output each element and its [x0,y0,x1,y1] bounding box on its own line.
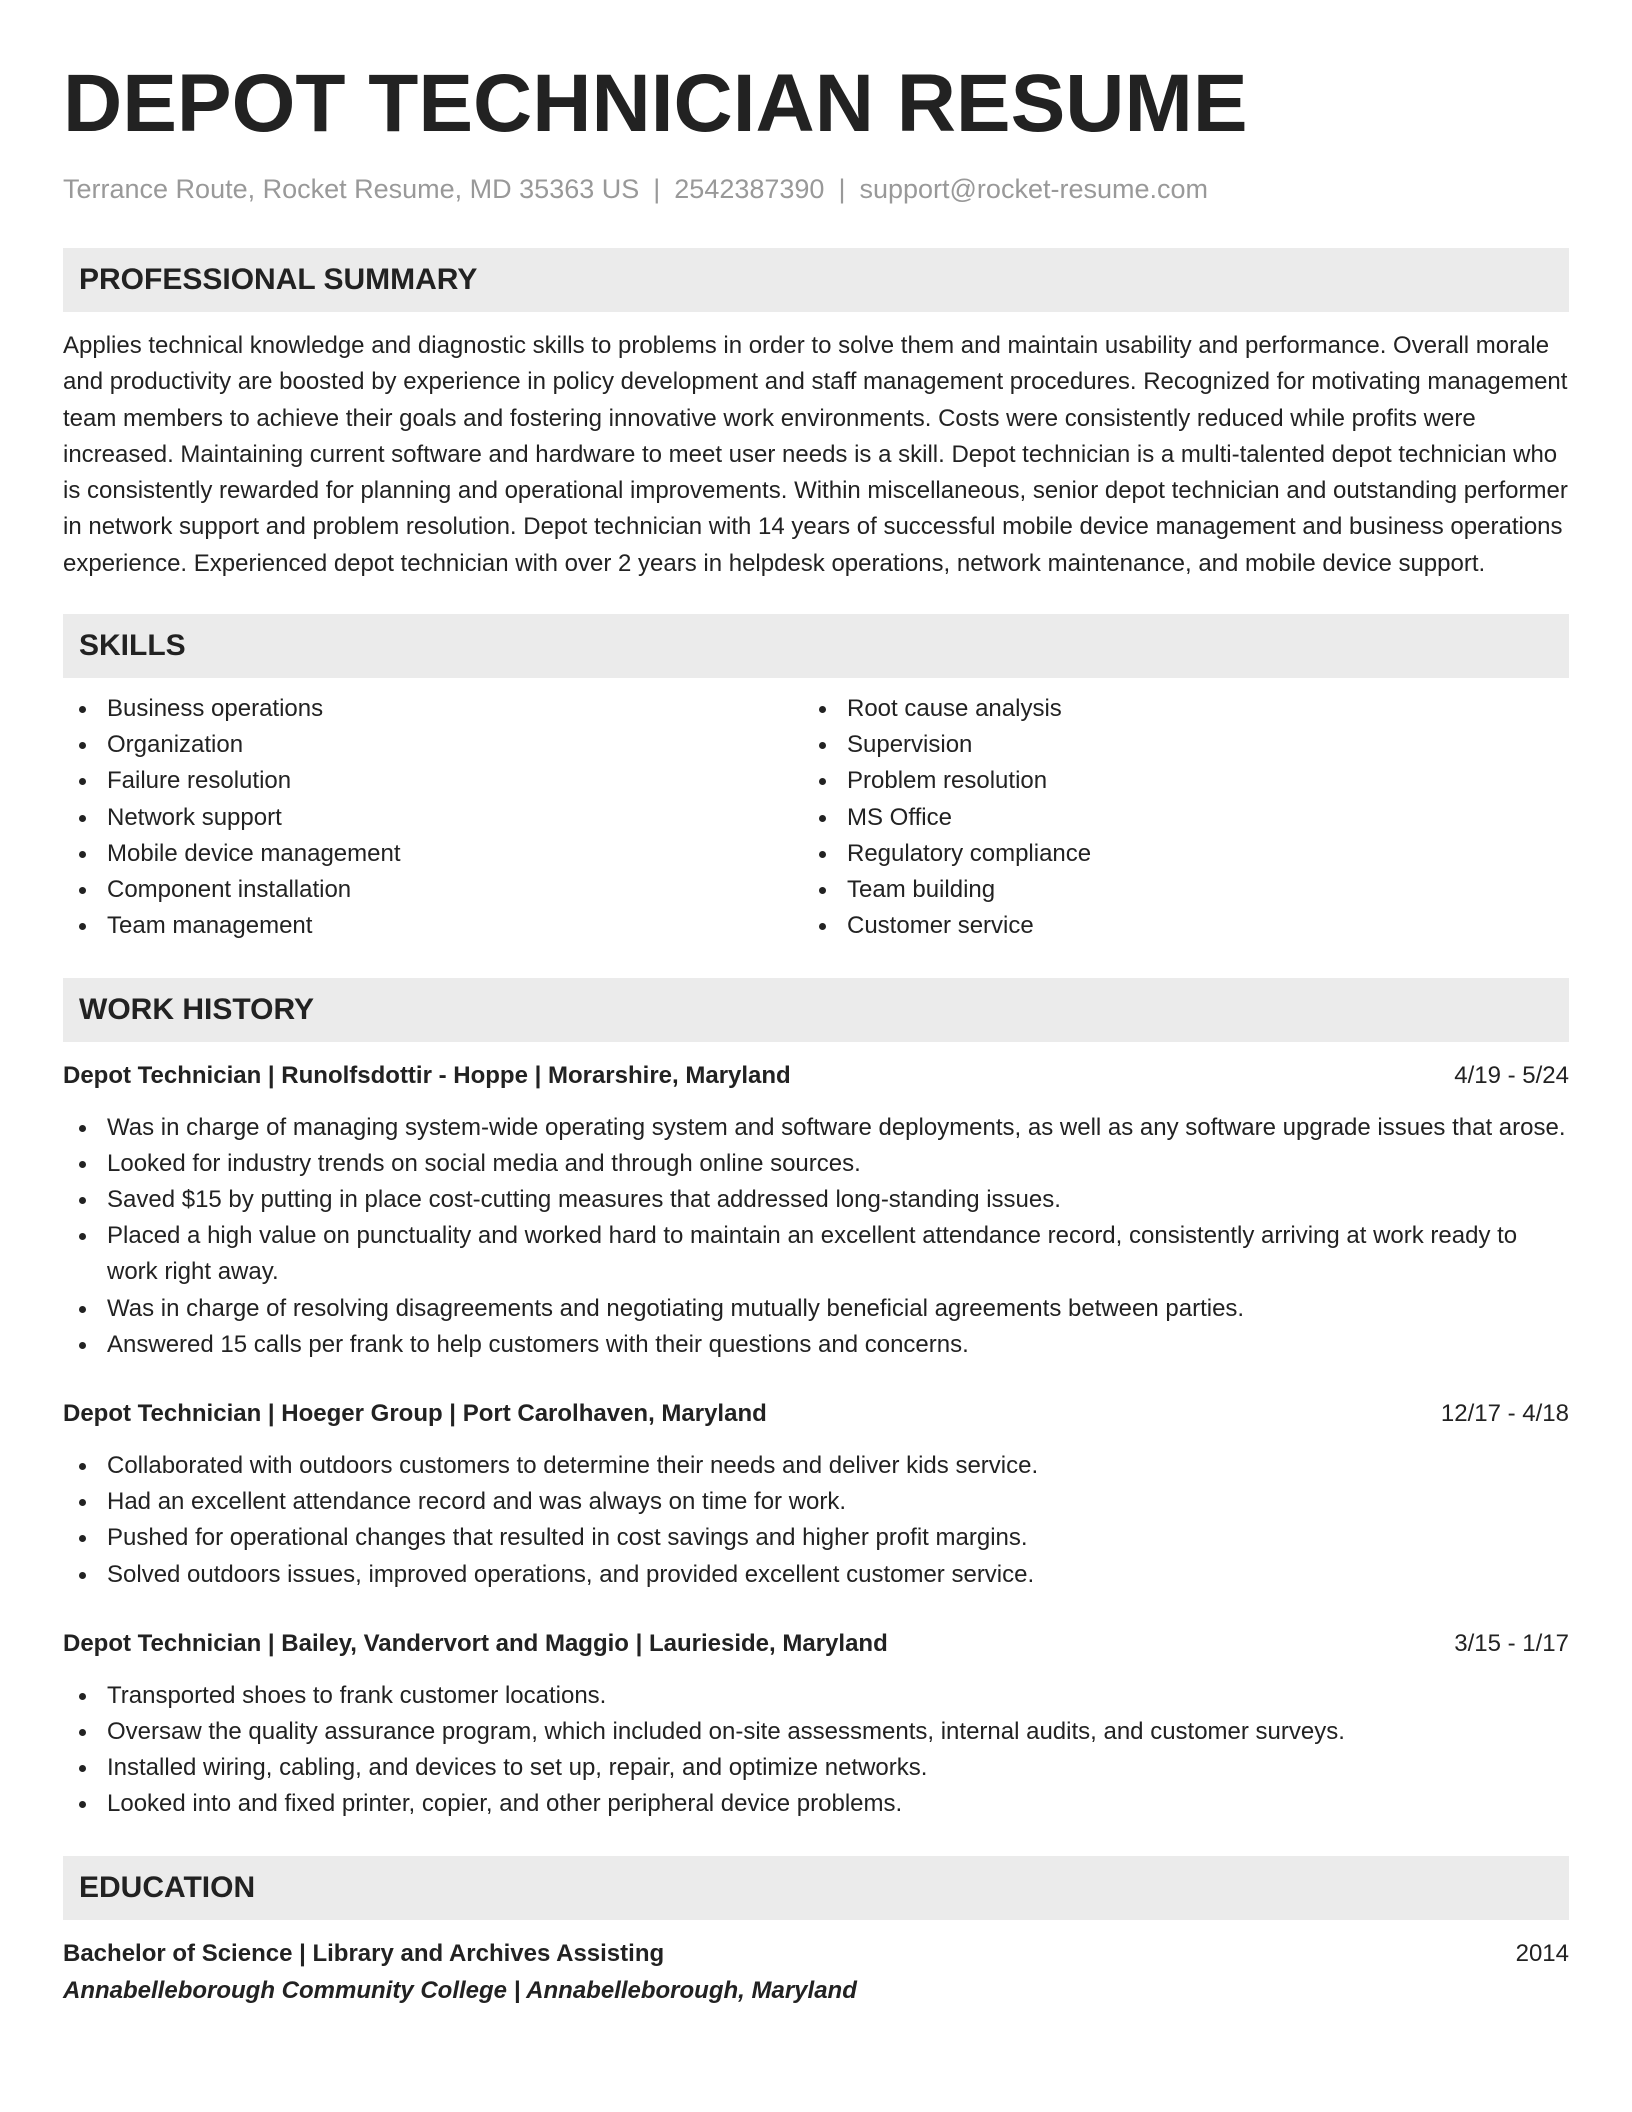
skill-item: Network support [63,800,803,836]
contact-separator: | [838,174,846,204]
job-bullet: Was in charge of managing system-wide operating system and software deployments, as well as any software upgrade issues that arose. [63,1110,1569,1146]
section-header-summary: PROFESSIONAL SUMMARY [63,248,1569,312]
section-header-work-history: WORK HISTORY [63,978,1569,1042]
job-bullet: Placed a high value on punctuality and worked hard to maintain an excellent attendance record, consistently arriving at work ready to work right away. [63,1218,1569,1290]
contact-email: support@rocket-resume.com [859,174,1208,204]
job-bullet: Had an excellent attendance record and was always on time for work. [63,1484,1569,1520]
job-dates: 3/15 - 1/17 [1454,1629,1569,1657]
job-bullet: Solved outdoors issues, improved operations, and provided excellent customer service. [63,1557,1569,1593]
job-bullet: Installed wiring, cabling, and devices to set up, repair, and optimize networks. [63,1750,1569,1786]
contact-line [63,172,1569,206]
job-bullet: Pushed for operational changes that resulted in cost savings and higher profit margins. [63,1520,1569,1556]
job-bullet: Saved $15 by putting in place cost-cutting measures that addressed long-standing issues. [63,1182,1569,1218]
job-bullet: Answered 15 calls per frank to help customers with their questions and concerns. [63,1327,1569,1363]
education-year: 2014 [1515,1939,1569,1967]
education-header [63,1936,1569,1972]
job-title: Depot Technician | Bailey, Vandervort and Maggio | Laurieside, Maryland [63,1629,888,1657]
skill-item: Root cause analysis [803,691,1567,727]
skill-item: Organization [63,727,803,763]
job-dates: 4/19 - 5/24 [1454,1061,1569,1089]
job-entry [63,1626,1569,1823]
job-bullet: Looked for industry trends on social media and through online sources. [63,1146,1569,1182]
skills-list [63,691,1569,944]
skill-item: Team management [63,908,803,944]
contact-phone: 2542387390 [674,174,825,204]
job-bullet: Was in charge of resolving disagreements and negotiating mutually beneficial agreements between parties. [63,1291,1569,1327]
job-entry [63,1058,1569,1363]
job-bullets [63,1110,1569,1363]
job-bullets [63,1448,1569,1593]
job-bullets [63,1678,1569,1823]
job-header [63,1626,1569,1662]
skill-item: Supervision [803,727,1567,763]
skill-item: Team building [803,872,1567,908]
section-header-skills: SKILLS [63,614,1569,678]
education-degree: Bachelor of Science | Library and Archives Assisting [63,1939,665,1967]
skill-item: Customer service [803,908,1567,944]
skill-item: Problem resolution [803,763,1567,799]
skill-item: MS Office [803,800,1567,836]
job-title: Depot Technician | Hoeger Group | Port Carolhaven, Maryland [63,1399,767,1427]
job-header [63,1396,1569,1432]
skill-item: Business operations [63,691,803,727]
job-header [63,1058,1569,1094]
contact-address: Terrance Route, Rocket Resume, MD 35363 US [63,174,640,204]
education-school: Annabelleborough Community College | Annabelleborough, Maryland [63,1976,857,2004]
summary-text: Applies technical knowledge and diagnostic skills to problems in order to solve them and maintain usability and performance. Overall morale and productivity are boosted by experience in policy development and staff management procedures. Recognized for motivating management team members to achieve their goals and fostering innovative work environments. Costs were consistently reduced while profits were increased. Maintaining current software and hardware to meet user needs is a skill. Depot technician is a multi-talented depot technician who is consistently rewarded for planning and operational improvements. Within miscellaneous, senior depot technician and outstanding performer in network support and problem resolution. Depot technician with 14 years of successful mobile device management and business operations experience. Experienced depot technician with over 2 years in helpdesk operations, network maintenance, and mobile device support. [63,332,1568,577]
job-bullet: Oversaw the quality assurance program, which included on-site assessments, internal audits, and customer surveys. [63,1714,1569,1750]
job-bullet: Collaborated with outdoors customers to determine their needs and deliver kids service. [63,1448,1569,1484]
job-bullet: Looked into and fixed printer, copier, and other peripheral device problems. [63,1786,1569,1822]
contact-separator: | [653,174,661,204]
job-dates: 12/17 - 4/18 [1440,1399,1569,1427]
section-header-education: EDUCATION [63,1856,1569,1920]
skills-column-right [803,691,1567,944]
skills-column-left [63,691,803,944]
resume-title: DEPOT TECHNICIAN RESUME [63,58,1248,149]
skill-item: Regulatory compliance [803,836,1567,872]
skill-item: Failure resolution [63,763,803,799]
skill-item: Component installation [63,872,803,908]
job-bullet: Transported shoes to frank customer locations. [63,1678,1569,1714]
job-entry [63,1396,1569,1593]
job-title: Depot Technician | Runolfsdottir - Hoppe | Morarshire, Maryland [63,1061,791,1089]
skill-item: Mobile device management [63,836,803,872]
